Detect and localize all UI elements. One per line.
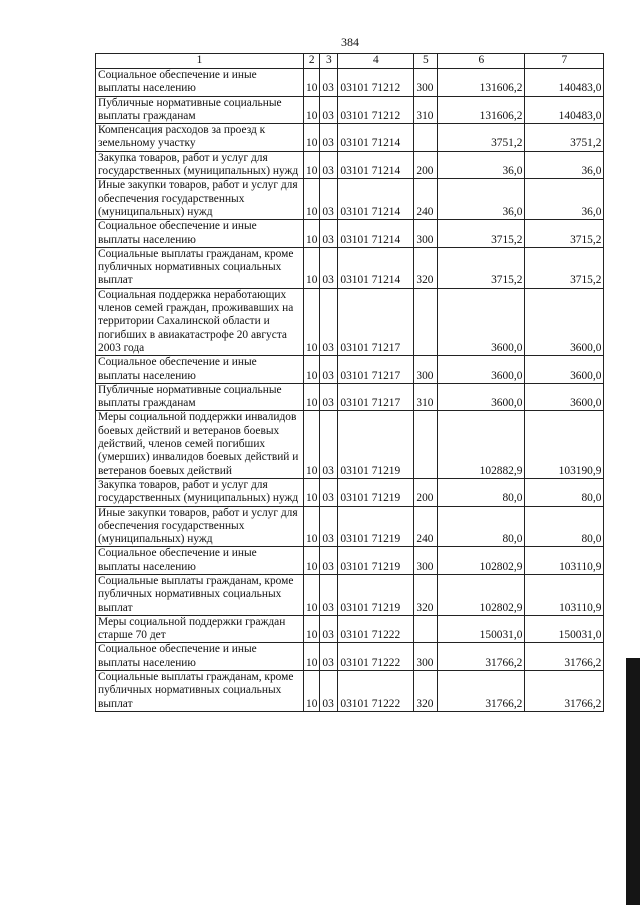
cell-c7: 36,0	[525, 179, 604, 220]
cell-c4: 03101 71212	[338, 69, 414, 97]
cell-c4: 03101 71217	[338, 288, 414, 355]
cell-c6: 150031,0	[438, 615, 525, 643]
cell-c5: 200	[414, 478, 438, 506]
cell-c2: 10	[304, 615, 320, 643]
cell-c7: 3600,0	[525, 356, 604, 384]
cell-c5: 240	[414, 179, 438, 220]
cell-c7: 140483,0	[525, 69, 604, 97]
row-label: Иные закупки товаров, работ и услуг для обеспечения государственных (муниципальных) нужд	[96, 506, 304, 547]
cell-c2: 10	[304, 179, 320, 220]
table-row	[96, 547, 604, 575]
row-label: Публичные нормативные социальные выплаты гражданам	[96, 96, 304, 124]
table-row	[96, 220, 604, 248]
cell-c2: 10	[304, 574, 320, 615]
table-row	[96, 179, 604, 220]
cell-c3: 03	[320, 179, 338, 220]
col-header-1: 1	[96, 54, 304, 69]
cell-c2: 10	[304, 506, 320, 547]
cell-c5: 320	[414, 671, 438, 712]
table-row	[96, 151, 604, 179]
row-label: Социальное обеспечение и иные выплаты населению	[96, 220, 304, 248]
cell-c3: 03	[320, 356, 338, 384]
row-label: Компенсация расходов за проезд к земельному участку	[96, 124, 304, 152]
cell-c6: 3715,2	[438, 220, 525, 248]
cell-c3: 03	[320, 478, 338, 506]
row-label: Социальное обеспечение и иные выплаты населению	[96, 356, 304, 384]
table-row	[96, 288, 604, 355]
cell-c6: 102802,9	[438, 574, 525, 615]
cell-c2: 10	[304, 643, 320, 671]
cell-c5	[414, 615, 438, 643]
col-header-6: 6	[438, 54, 525, 69]
row-label: Закупка товаров, работ и услуг для государственных (муниципальных) нужд	[96, 151, 304, 179]
cell-c4: 03101 71219	[338, 478, 414, 506]
cell-c4: 03101 71219	[338, 574, 414, 615]
cell-c6: 3751,2	[438, 124, 525, 152]
cell-c7: 80,0	[525, 478, 604, 506]
row-label: Социальное обеспечение и иные выплаты населению	[96, 69, 304, 97]
cell-c4: 03101 71217	[338, 356, 414, 384]
cell-c7: 3715,2	[525, 247, 604, 288]
cell-c6: 102802,9	[438, 547, 525, 575]
cell-c6: 3600,0	[438, 356, 525, 384]
cell-c7: 140483,0	[525, 96, 604, 124]
cell-c7: 103110,9	[525, 547, 604, 575]
cell-c4: 03101 71212	[338, 96, 414, 124]
cell-c4: 03101 71217	[338, 383, 414, 411]
cell-c6: 3600,0	[438, 383, 525, 411]
cell-c5: 300	[414, 69, 438, 97]
cell-c2: 10	[304, 411, 320, 478]
cell-c6: 3600,0	[438, 288, 525, 355]
cell-c7: 36,0	[525, 151, 604, 179]
row-label: Социальные выплаты гражданам, кроме публичных нормативных социальных выплат	[96, 247, 304, 288]
row-label: Меры социальной поддержки граждан старше 70 дет	[96, 615, 304, 643]
row-label: Социальное обеспечение и иные выплаты населению	[96, 643, 304, 671]
cell-c6: 31766,2	[438, 643, 525, 671]
table-row	[96, 574, 604, 615]
row-label: Публичные нормативные социальные выплаты гражданам	[96, 383, 304, 411]
row-label: Социальные выплаты гражданам, кроме публичных нормативных социальных выплат	[96, 574, 304, 615]
cell-c4: 03101 71222	[338, 615, 414, 643]
col-header-3: 3	[320, 54, 338, 69]
cell-c5	[414, 288, 438, 355]
cell-c2: 10	[304, 247, 320, 288]
cell-c6: 80,0	[438, 478, 525, 506]
cell-c3: 03	[320, 615, 338, 643]
cell-c3: 03	[320, 383, 338, 411]
cell-c2: 10	[304, 124, 320, 152]
cell-c2: 10	[304, 478, 320, 506]
row-label: Социальное обеспечение и иные выплаты населению	[96, 547, 304, 575]
cell-c6: 131606,2	[438, 69, 525, 97]
cell-c5: 310	[414, 96, 438, 124]
col-header-5: 5	[414, 54, 438, 69]
cell-c7: 150031,0	[525, 615, 604, 643]
cell-c7: 31766,2	[525, 643, 604, 671]
cell-c2: 10	[304, 69, 320, 97]
cell-c6: 36,0	[438, 179, 525, 220]
column-number-row	[96, 54, 604, 69]
table-row	[96, 671, 604, 712]
cell-c5: 310	[414, 383, 438, 411]
cell-c5: 300	[414, 643, 438, 671]
cell-c2: 10	[304, 547, 320, 575]
cell-c2: 10	[304, 288, 320, 355]
row-label: Социальные выплаты гражданам, кроме публичных нормативных социальных выплат	[96, 671, 304, 712]
table-row	[96, 356, 604, 384]
cell-c5: 300	[414, 356, 438, 384]
row-label: Закупка товаров, работ и услуг для государственных (муниципальных) нужд	[96, 478, 304, 506]
cell-c5	[414, 411, 438, 478]
cell-c6: 131606,2	[438, 96, 525, 124]
cell-c4: 03101 71214	[338, 151, 414, 179]
cell-c4: 03101 71219	[338, 411, 414, 478]
cell-c3: 03	[320, 288, 338, 355]
row-label: Социальная поддержка неработающих членов семей граждан, проживавших на территории Сахалинской области и погибших в авиакатастрофе 20 августа 2003 года	[96, 288, 304, 355]
cell-c7: 3715,2	[525, 220, 604, 248]
cell-c3: 03	[320, 574, 338, 615]
row-label: Иные закупки товаров, работ и услуг для обеспечения государственных (муниципальных) нужд	[96, 179, 304, 220]
cell-c3: 03	[320, 96, 338, 124]
cell-c3: 03	[320, 247, 338, 288]
cell-c2: 10	[304, 671, 320, 712]
cell-c7: 103190,9	[525, 411, 604, 478]
cell-c4: 03101 71222	[338, 643, 414, 671]
cell-c2: 10	[304, 356, 320, 384]
cell-c4: 03101 71219	[338, 506, 414, 547]
cell-c5: 200	[414, 151, 438, 179]
col-header-2: 2	[304, 54, 320, 69]
table-row	[96, 506, 604, 547]
cell-c3: 03	[320, 671, 338, 712]
table-row	[96, 615, 604, 643]
cell-c5: 240	[414, 506, 438, 547]
cell-c7: 3751,2	[525, 124, 604, 152]
cell-c4: 03101 71214	[338, 220, 414, 248]
cell-c4: 03101 71219	[338, 547, 414, 575]
scan-edge-shadow	[626, 658, 640, 905]
cell-c6: 3715,2	[438, 247, 525, 288]
cell-c2: 10	[304, 151, 320, 179]
page-number: 384	[341, 35, 359, 49]
cell-c5: 320	[414, 574, 438, 615]
table-row	[96, 96, 604, 124]
col-header-7: 7	[525, 54, 604, 69]
cell-c7: 31766,2	[525, 671, 604, 712]
budget-table	[95, 53, 604, 712]
table-row	[96, 643, 604, 671]
cell-c6: 80,0	[438, 506, 525, 547]
cell-c5: 300	[414, 220, 438, 248]
table-row	[96, 478, 604, 506]
cell-c3: 03	[320, 643, 338, 671]
table-row	[96, 411, 604, 478]
cell-c3: 03	[320, 124, 338, 152]
cell-c4: 03101 71214	[338, 179, 414, 220]
cell-c7: 103110,9	[525, 574, 604, 615]
cell-c5	[414, 124, 438, 152]
cell-c3: 03	[320, 220, 338, 248]
cell-c7: 3600,0	[525, 383, 604, 411]
cell-c2: 10	[304, 96, 320, 124]
cell-c2: 10	[304, 383, 320, 411]
cell-c5: 300	[414, 547, 438, 575]
cell-c2: 10	[304, 220, 320, 248]
cell-c3: 03	[320, 411, 338, 478]
table-row	[96, 383, 604, 411]
cell-c4: 03101 71214	[338, 247, 414, 288]
cell-c3: 03	[320, 151, 338, 179]
cell-c6: 36,0	[438, 151, 525, 179]
col-header-4: 4	[338, 54, 414, 69]
cell-c6: 31766,2	[438, 671, 525, 712]
table-row	[96, 69, 604, 97]
cell-c4: 03101 71214	[338, 124, 414, 152]
cell-c4: 03101 71222	[338, 671, 414, 712]
row-label: Меры социальной поддержки инвалидов боевых действий и ветеранов боевых действий, членов семей погибших (умерших) инвалидов боевых действий и ветеранов боевых действий	[96, 411, 304, 478]
cell-c5: 320	[414, 247, 438, 288]
cell-c3: 03	[320, 69, 338, 97]
cell-c3: 03	[320, 547, 338, 575]
cell-c7: 3600,0	[525, 288, 604, 355]
cell-c3: 03	[320, 506, 338, 547]
cell-c6: 102882,9	[438, 411, 525, 478]
cell-c7: 80,0	[525, 506, 604, 547]
table-row	[96, 124, 604, 152]
table-row	[96, 247, 604, 288]
